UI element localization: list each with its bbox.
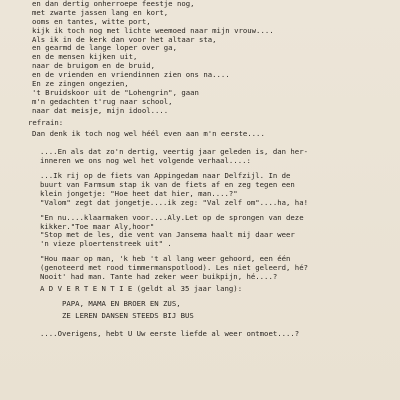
story-line: "Hou maar op man, 'k heb 't al lang weer gehoord, een één [40,255,291,264]
verse-line: met zwarte jassen lang en kort, [32,8,169,17]
verse-line: En ze zingen ongezien, [32,80,129,89]
verse-line: 't Bruidskoor uit de "Lohengrin", gaan [32,88,199,97]
story-line: ...Ik rij op de fiets van Appingedam naar Delfzijl. In de [40,172,291,181]
story-line: (genoteerd met rood timmermanspotlood). Les niet geleerd, hé? [40,264,308,273]
verse-line: naar dat meisje, mijn idool.... [32,106,169,115]
verse-line: en dan dertig onherroepe feestje nog, [32,0,195,8]
story-paragraph-kikker [40,214,390,250]
intro-paragraph [40,148,390,166]
story-line: "En nu....klaarmaken voor....Aly.Let op de sprongen van deze [40,213,304,222]
story-paragraph-fiets [40,172,390,208]
verse-line: en de vrienden en vriendinnen zien ons na.... [32,71,230,80]
closing-question: ....Overigens, hebt U Uw eerste liefde al weer ontmoet....? [40,329,300,338]
verse-line: en de mensen kijken uit, [32,53,138,62]
story-line: "Stop met de les, die vent van Jansema haalt mij daar weer [40,231,295,240]
song-verse [32,0,390,116]
verse-line: Als ik in de kerk dan voor het altaar sta, [32,35,217,44]
verse-line: en gearmd de lange loper over ga, [32,44,177,53]
verse-line: kijk ik toch nog met lichte weemoed naar mijn vrouw.... [32,26,274,35]
story-line: kikker."Toe maar Aly,hoor" [40,222,155,231]
story-line: 'n vieze ploertenstreek uit" . [40,240,172,249]
refrain-text: Dan denk ik toch nog wel héél even aan m'n eerste.... [32,130,265,139]
intro-line: ....En als dat zo'n dertig, veertig jaar geleden is, dan her- [40,148,308,157]
advert-heading: A D V E R T E N T I E (geldt al 35 jaar lang): [40,284,243,293]
verse-line: naar de bruigom en de bruid, [32,62,156,71]
advert-line: ZE LEREN DANSEN STEEDS BIJ BUS [62,311,194,320]
refrain-label: refrain: [28,118,64,127]
story-line: Nooit' had man. Tante had zeker weer buikpijn, hé....? [40,273,278,282]
story-line: "Valom" zegt dat jongetje....ik zeg: "Val zelf om"....ha, ha! [40,198,308,207]
verse-line: ooms en tantes, witte port, [32,17,151,26]
story-line: klein jongetje: "Hoe heet dat hier, man....?" [40,189,238,198]
advert-line: PAPA, MAMA EN BROER EN ZUS, [62,299,181,308]
story-paragraph-les [40,255,390,282]
story-line: buurt van Farmsum stap ik van de fiets af en zeg tegen een [40,181,295,190]
advertisement [40,285,390,321]
intro-line: inneren we ons nog wel het volgende verhaal....: [40,157,251,166]
verse-line: m'n gedachten t'rug naar school, [32,97,173,106]
